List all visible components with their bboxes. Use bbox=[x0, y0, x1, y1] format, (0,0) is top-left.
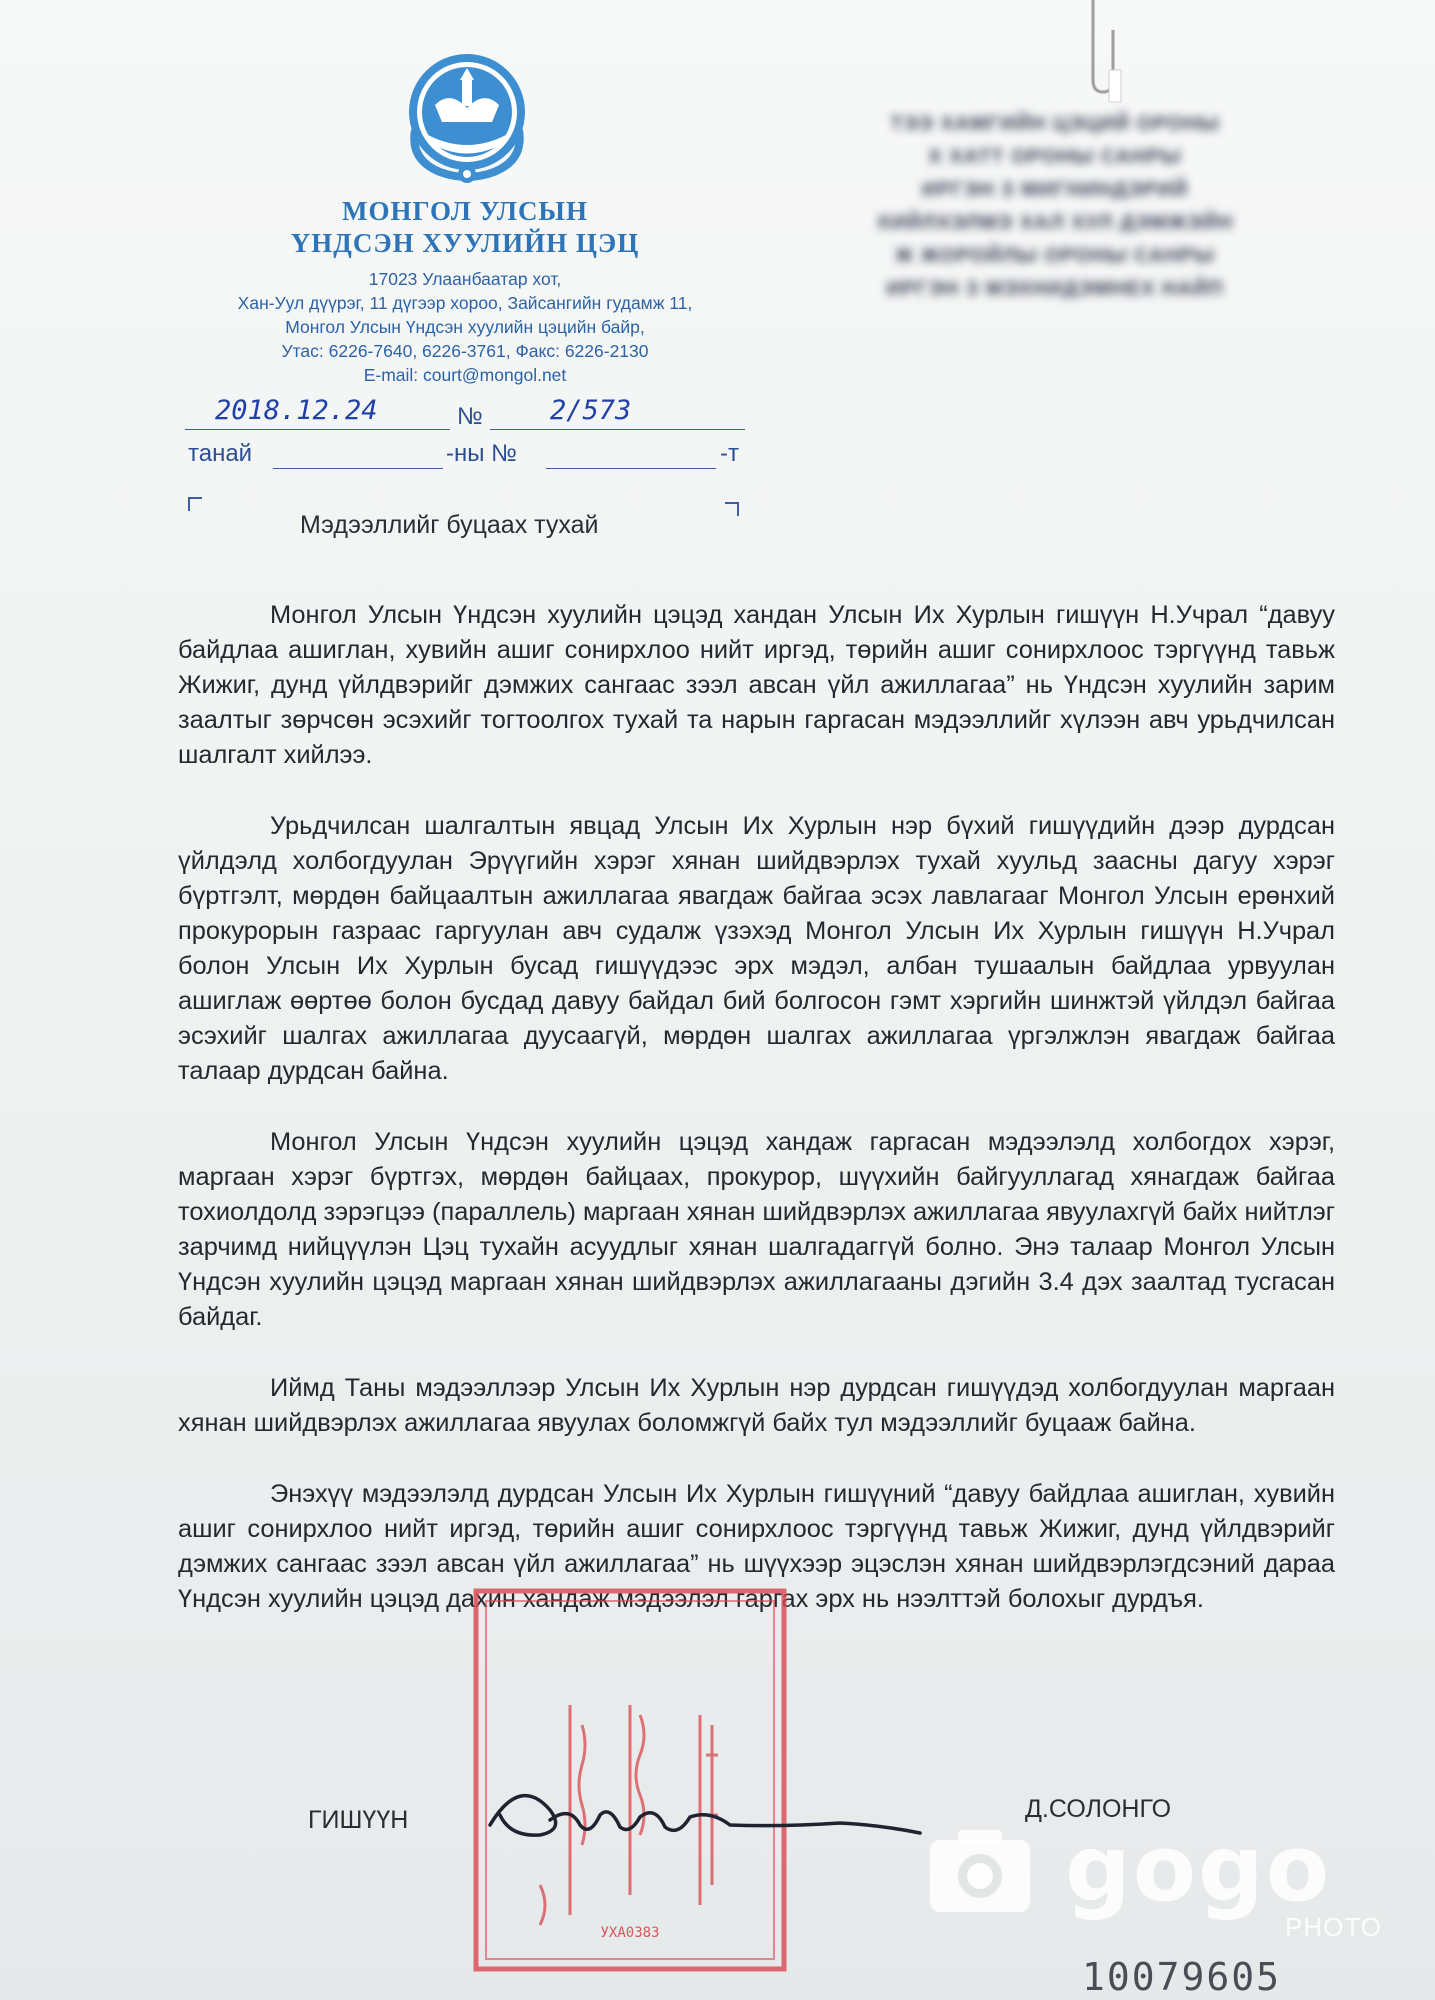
address-line: Хан-Уул дүүрэг, 11 дүгээр хороо, Зайсангийн гудамж 11, bbox=[237, 293, 693, 313]
watermark-sub: PHOTO bbox=[1285, 1912, 1382, 1942]
body-paragraph: Урьдчилсан шалгалтын явцад Улсын Их Хурлын нэр бүхий гишүүдийн дээр дурдсан үйлдэлд холбогдуулан Эрүүгийн хэрэг хянан шийдвэрлэх тухай хуульд заасны дагуу хэрэг бүртгэлт, мөрдөн байцаалтын ажиллагаа явагдаж байгаа эсэх лавлагааг Монгол Улсын ерөнхий прокурорын газраас гаргуулан авч судалж үзэхэд Монгол Улсын Их Хурлын гишүүн Н.Учрал болон Улсын Их Хурлын бусад гишүүдээс эрх мэдэл, албан тушаалын байдлаа урвуулан ашиглаж өөртөө болон бусдад давуу байдал бий болгосон гэмт хэргийн шинжтэй үйлдэл байгаа эсэхийг шалгах ажиллагаа дуусаагүй, мөрдөн шалгах ажиллагаа үргэлжлэн явагдаж байгаа талаар дурдсан байна. bbox=[178, 812, 1335, 1085]
state-emblem bbox=[400, 50, 535, 185]
watermark-brand: gogo bbox=[1065, 1815, 1332, 1922]
address-line: Утас: 6226-7640, 6226-3761, Факс: 6226-2130 bbox=[281, 341, 649, 361]
court-address bbox=[150, 267, 780, 387]
body-paragraph: Монгол Улсын Үндсэн хуулийн цэцэд хандан Улсын Их Хурлын гишүүн Н.Учрал “давуу байдлаа ашиглан, хувийн ашиг сонирхлоо нийт иргэд, төрийн ашиг сонирхлоос тэргүүнд тавьж Жижиг, дунд үйлдвэрийг дэмжих сангаас зээл авсан үйл ажиллагаа” нь Үндсэн хуулийн зарим заалтыг зөрчсөн эсэхийг тогтоолгох тухай та нарын гаргасан мэдээллийг хүлээн авч урьдчилсан шалгалт хийлээ. bbox=[178, 601, 1335, 769]
body-paragraph: Монгол Улсын Үндсэн хуулийн цэцэд хандаж гаргасан мэдээлэлд холбогдох хэрэг, маргаан хэрэг бүртгэх, мөрдөн байцаах, прокурор, шүүхийн байгууллагад хянагдаж байгаа тохиолдолд зэрэгцээ (параллель) маргаан хянан шийдвэрлэх ажиллагаа явуулахгүй байх нийтлэг зарчимд нийцүүлэн Цэц тухайн асуудлыг хянан шалгадаггүй болно. Энэ талаар Монгол Улсын Үндсэн хуулийн цэцэд маргаан хянан шийдвэрлэх ажиллагааны дэгийн 3.4 дэх заалтад тусгасан байдаг. bbox=[178, 1128, 1335, 1331]
handwritten-signature bbox=[480, 1765, 930, 1865]
your-reference-line bbox=[188, 440, 748, 476]
letter-number: 2/573 bbox=[550, 395, 632, 426]
tanai-label: танай bbox=[188, 440, 253, 467]
subject-corner-left bbox=[188, 497, 202, 511]
stamp-code: УХА0383 bbox=[600, 1925, 660, 1941]
t-label: -т bbox=[720, 440, 739, 467]
body-paragraph: Иймд Таны мэдээллээр Улсын Их Хурлын нэр дурдсан гишүүдэд холбогдуулан маргаан хянан шийдвэрлэх ажиллагаа явуулах боломжгүй байх тул мэдээллийг буцааж байна. bbox=[178, 1374, 1335, 1437]
body-paragraph: Энэхүү мэдээлэлд дурдсан Улсын Их Хурлын гишүүний “давуу байдлаа ашиглан, хувийн ашиг сонирхлоо нийт иргэд, төрийн ашиг сонирхлоос тэргүүнд тавьж Жижиг, дунд үйлдвэрийг дэмжих сангаас зээл авсан үйл ажиллагаа” нь шүүхээр эцэслэн хянан шийдвэрлэгдсэний дараа Үндсэн хуулийн цэцэд дахин хандаж мэдээлэл гаргах эрх нь нээлттэй болохыг дурдъя. bbox=[178, 1480, 1335, 1613]
address-line: Монгол Улсын Үндсэн хуулийн цэцийн байр, bbox=[285, 317, 645, 337]
signatory-name: Д.СОЛОНГО bbox=[1025, 1795, 1172, 1823]
number-label: № bbox=[457, 403, 483, 430]
recipient-line: Х ХАТТ ОРОНЫ САНРЫ bbox=[928, 146, 1182, 168]
letter-subject: Мэдээллийг буцаах тухай bbox=[300, 511, 599, 539]
email-line: E-mail: court@mongol.net bbox=[363, 365, 567, 385]
court-name-line2: ҮНДСЭН ХУУЛИЙН ЦЭЦ bbox=[290, 228, 640, 258]
address-line: 17023 Улаанбаатар хот, bbox=[368, 269, 562, 289]
signatory-role: ГИШҮҮН bbox=[308, 1806, 409, 1834]
recipient-line: ТЭЭ ХАМГИЙН ЦЭЦИЙ ОРОНЫ bbox=[890, 113, 1220, 135]
letterhead bbox=[150, 195, 780, 387]
recipient-line: ХИЙЛХЭЛМЭ ХАЛ ХУЛ ДЭМЖЭЙН bbox=[876, 212, 1234, 234]
serial-number: 10079605 bbox=[1082, 1955, 1282, 1999]
ny-number-label: -ны № bbox=[446, 440, 517, 467]
letter-date: 2018.12.24 bbox=[215, 395, 378, 426]
recipient-block-blurred bbox=[820, 108, 1290, 306]
subject-corner-right bbox=[725, 502, 739, 516]
recipient-line: ИРГЭН З МЭХНИДЭМНЕХ НАЙП bbox=[886, 278, 1224, 300]
recipient-line: Ж ЖОРОЙЛЫ ОРОНЫ САНРЫ bbox=[895, 245, 1215, 267]
paper-clip bbox=[1085, 0, 1135, 110]
date-number-line bbox=[185, 395, 745, 435]
court-name-line1: МОНГОЛ УЛСЫН bbox=[342, 196, 588, 226]
recipient-line: ИРГЭН З МИГНИНДЭРИЙ bbox=[921, 179, 1189, 201]
letter-body bbox=[178, 598, 1335, 1653]
